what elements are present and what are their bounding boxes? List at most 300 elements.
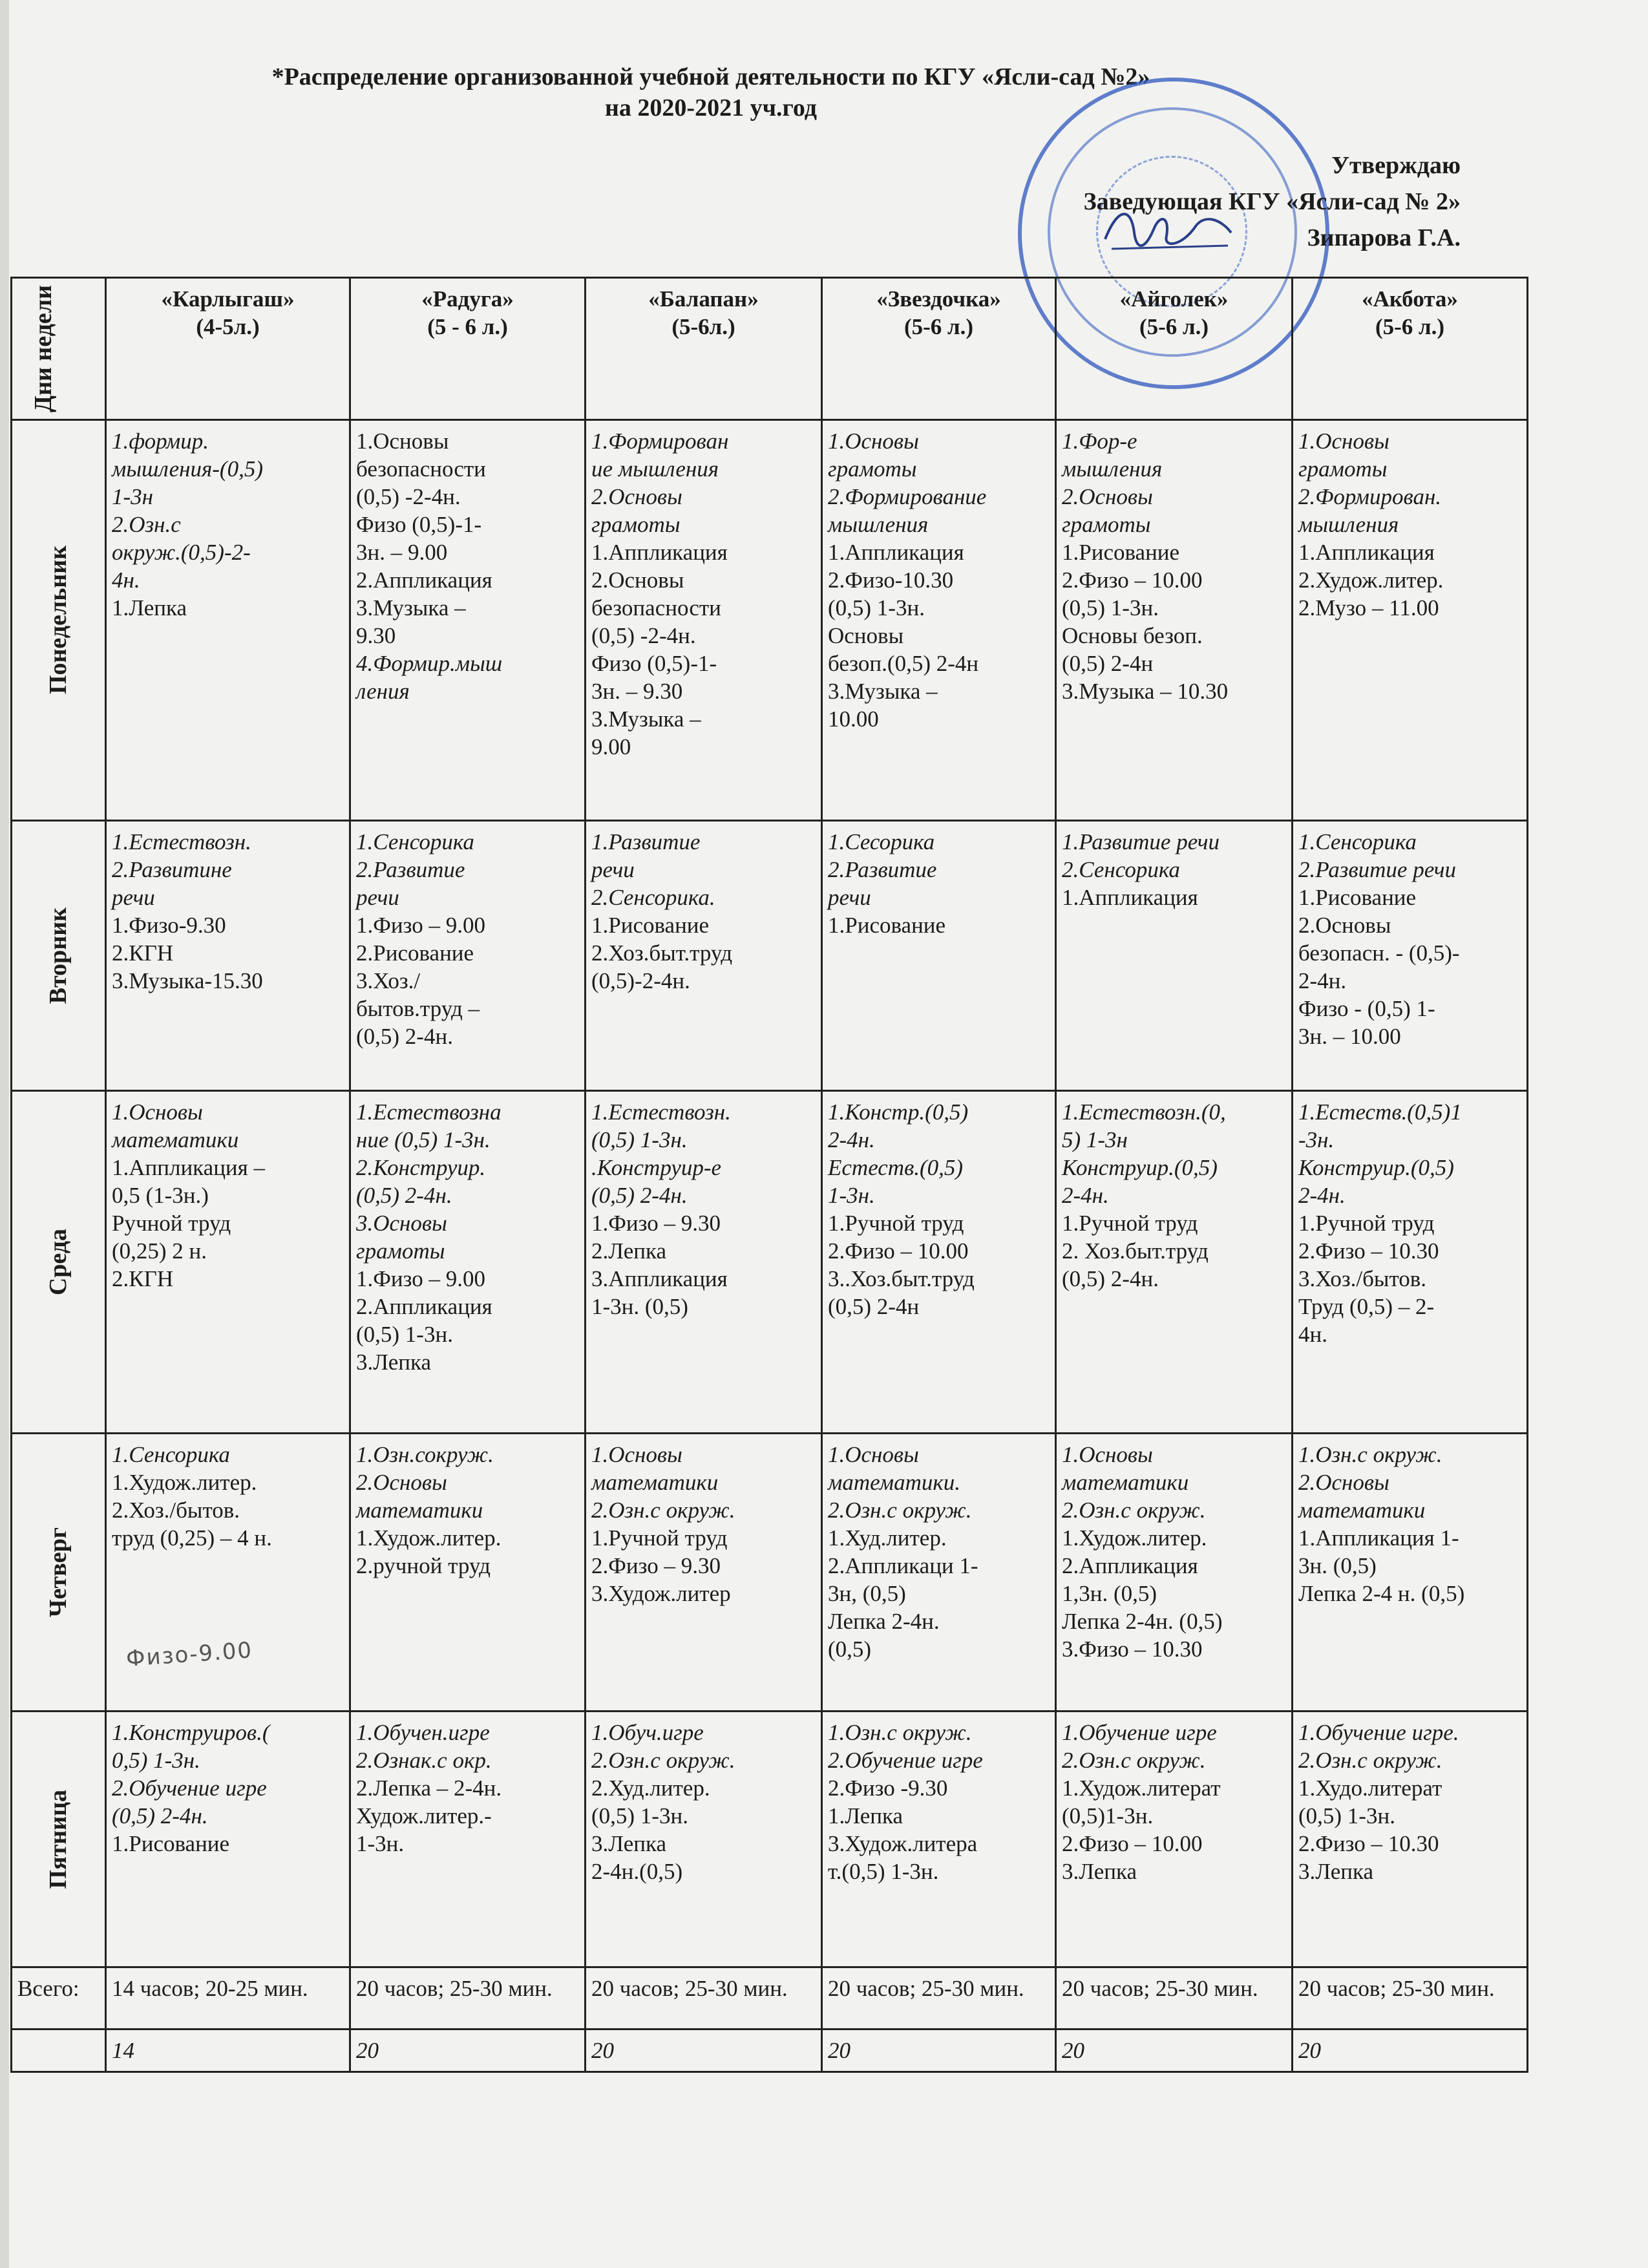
handwritten-note: Физо-9.00 bbox=[125, 1637, 254, 1672]
activity-line: 4н. bbox=[112, 567, 140, 593]
activity-line: 1.Основы bbox=[112, 1099, 203, 1125]
activity-line: 3н. (0,5) bbox=[1298, 1553, 1377, 1578]
activity-line: 3.Лепка bbox=[1062, 1859, 1137, 1884]
activity-line: 2.Ознак.с окр. bbox=[356, 1748, 492, 1773]
activity-line: 1.Рисование bbox=[1062, 540, 1180, 565]
day-cell bbox=[12, 1091, 106, 1434]
activity-line: 1.Фор-е bbox=[1062, 429, 1137, 454]
activity-line: 1-3н. bbox=[828, 1183, 875, 1208]
activity-line: 3.Музыка – bbox=[356, 595, 466, 620]
activity-line: 3н. – 10.00 bbox=[1298, 1024, 1401, 1049]
activity-line: речи bbox=[356, 885, 399, 910]
activity-line: 2.Основы bbox=[1062, 484, 1153, 509]
activity-line: речи bbox=[828, 885, 871, 910]
activity-line: 5) 1-3н bbox=[1062, 1127, 1128, 1152]
header-row bbox=[12, 278, 1528, 420]
activity-cell bbox=[350, 1091, 586, 1434]
activity-line: 2.Физо -9.30 bbox=[828, 1775, 948, 1801]
totals-row bbox=[12, 1967, 1528, 2030]
activity-line: безопасности bbox=[591, 595, 721, 620]
activity-line: 1.Аппликация bbox=[1062, 885, 1198, 910]
activity-line: 2.Развитине bbox=[112, 857, 232, 882]
activity-line: (0,5) 1-3н. bbox=[356, 1322, 453, 1347]
totals-hours: 20 часов; 25-30 мин. bbox=[1293, 1967, 1528, 2030]
activity-line: Основы bbox=[828, 623, 904, 648]
activity-line: 1.Обуч.игре bbox=[591, 1720, 704, 1745]
activity-line: Физо (0,5)-1- bbox=[356, 512, 482, 537]
activity-line: 2.Физо – 10.30 bbox=[1298, 1831, 1439, 1856]
activity-line: 2.Физо – 10.00 bbox=[1062, 567, 1203, 593]
day-row bbox=[12, 821, 1528, 1091]
activity-line: 1.Худо.литерат bbox=[1298, 1775, 1442, 1801]
activity-line: 2.Основы bbox=[1298, 913, 1391, 938]
activity-line: 1.Худ.литер. bbox=[828, 1525, 947, 1551]
group-name: «Карлыгаш» bbox=[161, 286, 295, 312]
activity-line: 2-4н. bbox=[1298, 968, 1347, 993]
activity-line: речи bbox=[112, 885, 155, 910]
activity-line: 1.Лепка bbox=[828, 1803, 903, 1828]
activity-line: 1.Естествозна bbox=[356, 1099, 502, 1125]
activity-line: безоп.(0,5) 2-4н bbox=[828, 651, 979, 676]
activity-line: 1.Естеств.(0,5)1 bbox=[1298, 1099, 1462, 1125]
activity-line: (0,5) 1-3н. bbox=[828, 595, 925, 620]
activity-line: (0,25) 2 н. bbox=[112, 1238, 207, 1264]
activity-line: 3.Лепка bbox=[356, 1350, 432, 1375]
activity-line: 1.Основы bbox=[591, 1442, 682, 1467]
activity-line: 1.Озн.с окруж. bbox=[828, 1720, 972, 1745]
activity-line: (0,5) 2-4н bbox=[1062, 651, 1154, 676]
activity-line: 2.Основы bbox=[591, 484, 682, 509]
activity-line: Лепка 2-4 н. (0,5) bbox=[1298, 1581, 1465, 1606]
activity-line: математики bbox=[356, 1498, 483, 1523]
activity-line: 2.Хоз./бытов. bbox=[112, 1498, 240, 1523]
activity-line: (0,5) 2-4н bbox=[828, 1294, 920, 1319]
activity-line: 2.КГН bbox=[112, 1266, 174, 1291]
activity-cell bbox=[350, 1712, 586, 1967]
activity-line: ние (0,5) 1-3н. bbox=[356, 1127, 491, 1152]
activity-line: (0,5) bbox=[828, 1637, 872, 1662]
activity-line: 4.Формир.мыш bbox=[356, 651, 503, 676]
activity-line: (0,5) 2-4н. bbox=[591, 1183, 688, 1208]
activity-line: 1.Сенсорика bbox=[112, 1442, 230, 1467]
activity-line: 2.Физо – 10.00 bbox=[1062, 1831, 1203, 1856]
activity-line: (0,5) -2-4н. bbox=[591, 623, 696, 648]
activity-line: 2.Худ.литер. bbox=[591, 1775, 710, 1801]
activity-cell bbox=[586, 1712, 822, 1967]
activity-line: 3.Худож.литер bbox=[591, 1581, 731, 1606]
day-label: Четверг bbox=[45, 1527, 72, 1618]
activity-line: Ручной труд bbox=[112, 1211, 231, 1236]
activity-line: математики bbox=[112, 1127, 239, 1152]
document-title bbox=[0, 61, 1422, 123]
group-header bbox=[1293, 278, 1528, 420]
totals-hours: 14 часов; 20-25 мин. bbox=[106, 1967, 350, 2030]
activity-line: 2.Лепка bbox=[591, 1238, 667, 1264]
activity-line: математики bbox=[591, 1470, 719, 1495]
activity-cell bbox=[1293, 1712, 1528, 1967]
totals-number-row bbox=[12, 2030, 1528, 2072]
activity-cell bbox=[350, 420, 586, 821]
activity-line: 3.Основы bbox=[356, 1211, 447, 1236]
activity-line: безопасности bbox=[356, 456, 486, 482]
activity-line: (0,5)-2-4н. bbox=[591, 968, 690, 993]
group-age: (5-6 л.) bbox=[903, 314, 974, 339]
group-name: «Айголек» bbox=[1119, 286, 1229, 312]
activity-line: (0,5) 1-3н. bbox=[591, 1803, 688, 1828]
group-header bbox=[1056, 278, 1293, 420]
activity-line: -3н. bbox=[1298, 1127, 1335, 1152]
activity-line: Худож.литер.- bbox=[356, 1803, 492, 1828]
activity-line: 3.Физо – 10.30 bbox=[1062, 1637, 1203, 1662]
approval-line-3: Зипарова Г.А. bbox=[1307, 224, 1461, 251]
activity-cell bbox=[106, 420, 350, 821]
activity-line: 1.Развитие речи bbox=[1062, 829, 1220, 854]
activity-line: 2. Хоз.быт.труд bbox=[1062, 1238, 1209, 1264]
activity-line: 2-4н.(0,5) bbox=[591, 1859, 683, 1884]
title-line-1: *Распределение организованной учебной деятельности по КГУ «Ясли-сад №2» bbox=[271, 63, 1150, 90]
scan-edge bbox=[0, 0, 9, 2268]
activity-line: 2.Озн.с окруж. bbox=[1062, 1748, 1206, 1773]
activity-line: мышления bbox=[1062, 456, 1163, 482]
day-row bbox=[12, 1434, 1528, 1712]
activity-line: Основы безоп. bbox=[1062, 623, 1203, 648]
activity-line: 3.Музыка-15.30 bbox=[112, 968, 263, 993]
schedule-table bbox=[10, 277, 1528, 2073]
day-label: Понедельник bbox=[45, 546, 72, 695]
activity-line: 3.Аппликация bbox=[591, 1266, 728, 1291]
activity-cell bbox=[822, 821, 1056, 1091]
day-row bbox=[12, 1091, 1528, 1434]
activity-line: математики bbox=[1298, 1498, 1426, 1523]
activity-line: .Конструир-е bbox=[591, 1155, 722, 1180]
activity-line: 2-4н. bbox=[1298, 1183, 1346, 1208]
day-cell bbox=[12, 1434, 106, 1712]
activity-cell bbox=[350, 821, 586, 1091]
group-name: «Звездочка» bbox=[876, 286, 1001, 312]
activity-line: 2.Озн.с окруж. bbox=[591, 1748, 735, 1773]
activity-line: 3.Музыка – bbox=[591, 706, 701, 732]
activity-cell bbox=[106, 821, 350, 1091]
activity-line: 2.Озн.с окруж. bbox=[1298, 1748, 1442, 1773]
activity-cell bbox=[586, 821, 822, 1091]
activity-line: грамоты bbox=[828, 456, 917, 482]
activity-line: 3.Лепка bbox=[591, 1831, 667, 1856]
activity-line: Труд (0,5) – 2- bbox=[1298, 1294, 1435, 1319]
activity-line: грамоты bbox=[1062, 512, 1151, 537]
activity-line: 2.Физо – 10.00 bbox=[828, 1238, 969, 1264]
activity-cell bbox=[1056, 1091, 1293, 1434]
group-name: «Радуга» bbox=[421, 286, 514, 312]
activity-line: 1.Худож.литер. bbox=[1062, 1525, 1207, 1551]
activity-line: 1.Основы bbox=[1062, 1442, 1153, 1467]
activity-line: 2.Озн.с bbox=[112, 512, 181, 537]
activity-line: 2-4н. bbox=[828, 1127, 875, 1152]
activity-cell bbox=[586, 420, 822, 821]
totals-hours: 20 часов; 25-30 мин. bbox=[586, 1967, 822, 2030]
activity-line: (0,5) 1-3н. bbox=[1298, 1803, 1395, 1828]
activity-line: 2.Конструир. bbox=[356, 1155, 486, 1180]
activity-line: 1.Физо – 9.00 bbox=[356, 1266, 486, 1291]
group-header bbox=[106, 278, 350, 420]
activity-line: мышления bbox=[828, 512, 929, 537]
activity-cell bbox=[822, 1091, 1056, 1434]
activity-line: 1.Аппликация 1- bbox=[1298, 1525, 1459, 1551]
activity-line: 2.Озн.с окруж. bbox=[828, 1498, 972, 1523]
activity-line: 2.Сенсорика bbox=[1062, 857, 1180, 882]
activity-line: 2.Обучение игре bbox=[828, 1748, 983, 1773]
activity-line: труд (0,25) – 4 н. bbox=[112, 1525, 272, 1551]
activity-line: 2.Озн.с окруж. bbox=[591, 1498, 735, 1523]
activity-line: 2.Сенсорика. bbox=[591, 885, 715, 910]
activity-line: 2.Развитие речи bbox=[1298, 857, 1456, 882]
group-age: (5-6л.) bbox=[671, 314, 735, 339]
activity-line: 3н. – 9.00 bbox=[356, 540, 448, 565]
activity-line: 1.Обучение игре bbox=[1062, 1720, 1217, 1745]
group-header bbox=[586, 278, 822, 420]
activity-line: 1.Рисование bbox=[828, 913, 946, 938]
group-age: (5-6 л.) bbox=[1375, 314, 1445, 339]
activity-line: 1.Физо-9.30 bbox=[112, 913, 226, 938]
totals-hours: 20 часов; 25-30 мин. bbox=[350, 1967, 586, 2030]
activity-line: 4н. bbox=[1298, 1322, 1327, 1347]
activity-cell bbox=[1293, 821, 1528, 1091]
activity-line: (0,5) 2-4н. bbox=[356, 1024, 453, 1049]
activity-line: 1.Рисование bbox=[1298, 885, 1417, 910]
activity-line: 2.Аппликация bbox=[356, 567, 492, 593]
day-cell bbox=[12, 420, 106, 821]
totals-number: 20 bbox=[1056, 2030, 1293, 2072]
activity-line: (0,5) -2-4н. bbox=[356, 484, 461, 509]
activity-cell bbox=[106, 1091, 350, 1434]
group-age: (4-5л.) bbox=[196, 314, 260, 339]
activity-line: Естеств.(0,5) bbox=[828, 1155, 964, 1180]
activity-line: 1.Естествозн. bbox=[591, 1099, 731, 1125]
totals-number: 14 bbox=[106, 2030, 350, 2072]
activity-line: 2.Аппликация bbox=[356, 1294, 492, 1319]
activity-cell bbox=[822, 420, 1056, 821]
totals-label: Всего: bbox=[12, 1967, 106, 2030]
activity-line: 3.Музыка – bbox=[828, 679, 938, 704]
activity-line: 2.Аппликаци 1- bbox=[828, 1553, 978, 1578]
activity-line: 9.00 bbox=[591, 734, 631, 759]
activity-line: 2.Рисование bbox=[356, 940, 474, 966]
totals-hours: 20 часов; 25-30 мин. bbox=[1056, 1967, 1293, 2030]
activity-line: 3.Лепка bbox=[1298, 1859, 1374, 1884]
activity-line: 1.Физо – 9.30 bbox=[591, 1211, 721, 1236]
activity-line: 1.Ручной труд bbox=[1298, 1211, 1435, 1236]
activity-line: (0,5)1-3н. bbox=[1062, 1803, 1154, 1828]
group-header bbox=[822, 278, 1056, 420]
activity-line: 1.Озн.с окруж. bbox=[1298, 1442, 1442, 1467]
activity-line: ления bbox=[356, 679, 410, 704]
activity-line: 1.Основы bbox=[356, 429, 449, 454]
activity-line: Лепка 2-4н. (0,5) bbox=[1062, 1609, 1223, 1634]
totals-hours: 20 часов; 25-30 мин. bbox=[822, 1967, 1056, 2030]
day-label: Вторник bbox=[45, 907, 72, 1004]
group-age: (5 - 6 л.) bbox=[427, 314, 508, 339]
activity-line: 3.Худож.литера bbox=[828, 1831, 978, 1856]
activity-line: 3н, (0,5) bbox=[828, 1581, 906, 1606]
activity-line: 1.Сесорика bbox=[828, 829, 935, 854]
totals-number: 20 bbox=[822, 2030, 1056, 2072]
activity-cell bbox=[822, 1712, 1056, 1967]
activity-line: речи bbox=[591, 857, 635, 882]
activity-cell bbox=[586, 1434, 822, 1712]
group-age: (5-6 л.) bbox=[1139, 314, 1209, 339]
activity-line: 1.Рисование bbox=[591, 913, 710, 938]
activity-line: 2.Аппликация bbox=[1062, 1553, 1198, 1578]
activity-line: 2.Физо – 9.30 bbox=[591, 1553, 721, 1578]
activity-line: 2.Формирован. bbox=[1298, 484, 1442, 509]
activity-cell bbox=[1293, 1091, 1528, 1434]
activity-line: 9.30 bbox=[356, 623, 396, 648]
activity-cell bbox=[1056, 1434, 1293, 1712]
blank-cell bbox=[12, 2030, 106, 2072]
activity-line: безопасн. - (0,5)- bbox=[1298, 940, 1460, 966]
totals-number: 20 bbox=[586, 2030, 822, 2072]
activity-line: 2.Обучение игре bbox=[112, 1775, 267, 1801]
activity-line: (0,5) 2-4н. bbox=[1062, 1266, 1159, 1291]
activity-line: 3..Хоз.быт.труд bbox=[828, 1266, 975, 1291]
activity-line: 2.Основы bbox=[591, 567, 684, 593]
days-header: Дни недели bbox=[12, 278, 106, 420]
activity-line: Конструир.(0,5) bbox=[1062, 1155, 1218, 1180]
activity-cell bbox=[1056, 420, 1293, 821]
activity-line: грамоты bbox=[1298, 456, 1388, 482]
activity-cell bbox=[1056, 1712, 1293, 1967]
approval-line-1: Утверждаю bbox=[1331, 152, 1461, 179]
activity-line: 2.Развитие bbox=[356, 857, 465, 882]
day-cell bbox=[12, 821, 106, 1091]
day-label: Пятница bbox=[45, 1789, 72, 1889]
activity-line: 2.Основы bbox=[1298, 1470, 1389, 1495]
signature bbox=[1099, 194, 1241, 265]
activity-line: 1.Обучен.игре bbox=[356, 1720, 490, 1745]
activity-cell bbox=[1056, 821, 1293, 1091]
activity-line: мышления-(0,5) bbox=[112, 456, 263, 482]
activity-line: Конструир.(0,5) bbox=[1298, 1155, 1454, 1180]
activity-line: 1.Основы bbox=[828, 429, 919, 454]
activity-line: 2.ручной труд bbox=[356, 1553, 491, 1578]
activity-line: 1.Естествозн. bbox=[112, 829, 251, 854]
activity-line: 3.Хоз./бытов. bbox=[1298, 1266, 1427, 1291]
activity-line: 1.Лепка bbox=[112, 595, 187, 620]
activity-line: математики bbox=[1062, 1470, 1189, 1495]
activity-line: 1.Обучение игре. bbox=[1298, 1720, 1459, 1745]
activity-line: 2.Развитие bbox=[828, 857, 937, 882]
group-header bbox=[350, 278, 586, 420]
activity-line: 1.Формирован bbox=[591, 429, 729, 454]
activity-line: 1,3н. (0,5) bbox=[1062, 1581, 1157, 1606]
activity-line: Физо (0,5)-1- bbox=[591, 651, 717, 676]
activity-line: 1-3н. bbox=[356, 1831, 405, 1856]
activity-line: мышления bbox=[1298, 512, 1399, 537]
activity-cell bbox=[350, 1434, 586, 1712]
activity-line: (0,5) 2-4н. bbox=[356, 1183, 452, 1208]
activity-line: 1.Худож.литер. bbox=[112, 1470, 257, 1495]
totals-number: 20 bbox=[350, 2030, 586, 2072]
activity-line: грамоты bbox=[591, 512, 681, 537]
activity-line: ие мышления bbox=[591, 456, 719, 482]
activity-line: 3.Музыка – 10.30 bbox=[1062, 679, 1229, 704]
activity-line: Физо - (0,5) 1- bbox=[1298, 996, 1435, 1021]
activity-line: 1.Основы bbox=[1298, 429, 1389, 454]
activity-cell bbox=[586, 1091, 822, 1434]
activity-line: 1.Ручной труд bbox=[828, 1211, 964, 1236]
day-label: Среда bbox=[45, 1228, 72, 1296]
activity-line: 10.00 bbox=[828, 706, 879, 732]
activity-line: (0,5) 1-3н. bbox=[591, 1127, 688, 1152]
activity-line: 2.Физо-10.30 bbox=[828, 567, 954, 593]
group-name: «Акбота» bbox=[1362, 286, 1458, 312]
activity-line: 1.Худож.литерат bbox=[1062, 1775, 1221, 1801]
activity-line: (0,5) 2-4н. bbox=[112, 1803, 208, 1828]
activity-line: 3.Хоз./ bbox=[356, 968, 421, 993]
activity-line: 2.Худож.литер. bbox=[1298, 567, 1444, 593]
activity-line: 1.Конструиров.( bbox=[112, 1720, 270, 1745]
activity-line: 1.Сенсорика bbox=[1298, 829, 1417, 854]
activity-cell bbox=[1293, 420, 1528, 821]
activity-line: 2.Музо – 11.00 bbox=[1298, 595, 1439, 620]
activity-line: 1.Основы bbox=[828, 1442, 919, 1467]
activity-cell bbox=[822, 1434, 1056, 1712]
activity-line: 2.Лепка – 2-4н. bbox=[356, 1775, 502, 1801]
title-line-2: на 2020-2021 уч.год bbox=[605, 94, 817, 122]
approval-line-2: Заведующая КГУ «Ясли-сад № 2» bbox=[1083, 188, 1461, 215]
activity-line: окруж.(0,5)-2- bbox=[112, 540, 251, 565]
activity-line: 2.КГН bbox=[112, 940, 174, 966]
activity-line: 1.Физо – 9.00 bbox=[356, 913, 486, 938]
activity-line: 1.формир. bbox=[112, 429, 209, 454]
activity-line: 2.Формирование bbox=[828, 484, 987, 509]
activity-line: 1.Худож.литер. bbox=[356, 1525, 502, 1551]
day-row bbox=[12, 420, 1528, 821]
activity-cell bbox=[1293, 1434, 1528, 1712]
activity-line: 1.Аппликация bbox=[828, 540, 964, 565]
activity-line: 2.Озн.с окруж. bbox=[1062, 1498, 1206, 1523]
activity-line: 1.Аппликация bbox=[591, 540, 728, 565]
activity-line: Лепка 2-4н. bbox=[828, 1609, 940, 1634]
activity-line: 0,5 (1-3н.) bbox=[112, 1183, 209, 1208]
day-cell bbox=[12, 1712, 106, 1967]
activity-line: 1.Ручной труд bbox=[591, 1525, 728, 1551]
activity-line: (0,5) 1-3н. bbox=[1062, 595, 1159, 620]
activity-line: математики. bbox=[828, 1470, 961, 1495]
activity-line: 1.Ручной труд bbox=[1062, 1211, 1198, 1236]
activity-line: 1.Рисование bbox=[112, 1831, 230, 1856]
activity-line: 0,5) 1-3н. bbox=[112, 1748, 200, 1773]
day-row bbox=[12, 1712, 1528, 1967]
activity-line: 1.Констр.(0,5) bbox=[828, 1099, 969, 1125]
activity-line: 1.Аппликация bbox=[1298, 540, 1435, 565]
activity-line: т.(0,5) 1-3н. bbox=[828, 1859, 939, 1884]
activity-line: 1-3н bbox=[112, 484, 154, 509]
activity-line: бытов.труд – bbox=[356, 996, 480, 1021]
activity-line: 1.Развитие bbox=[591, 829, 701, 854]
activity-line: 2-4н. bbox=[1062, 1183, 1109, 1208]
activity-line: 1.Озн.сокруж. bbox=[356, 1442, 494, 1467]
totals-number: 20 bbox=[1293, 2030, 1528, 2072]
group-name: «Балапан» bbox=[648, 286, 759, 312]
activity-line: 2.Основы bbox=[356, 1470, 447, 1495]
activity-line: 3н. – 9.30 bbox=[591, 679, 683, 704]
activity-line: 1.Аппликация – bbox=[112, 1155, 266, 1180]
activity-line: грамоты bbox=[356, 1238, 445, 1264]
activity-cell bbox=[106, 1712, 350, 1967]
activity-line: 1.Сенсорика bbox=[356, 829, 474, 854]
activity-line: 1.Естествозн.(0, bbox=[1062, 1099, 1226, 1125]
activity-line: 1-3н. (0,5) bbox=[591, 1294, 688, 1319]
